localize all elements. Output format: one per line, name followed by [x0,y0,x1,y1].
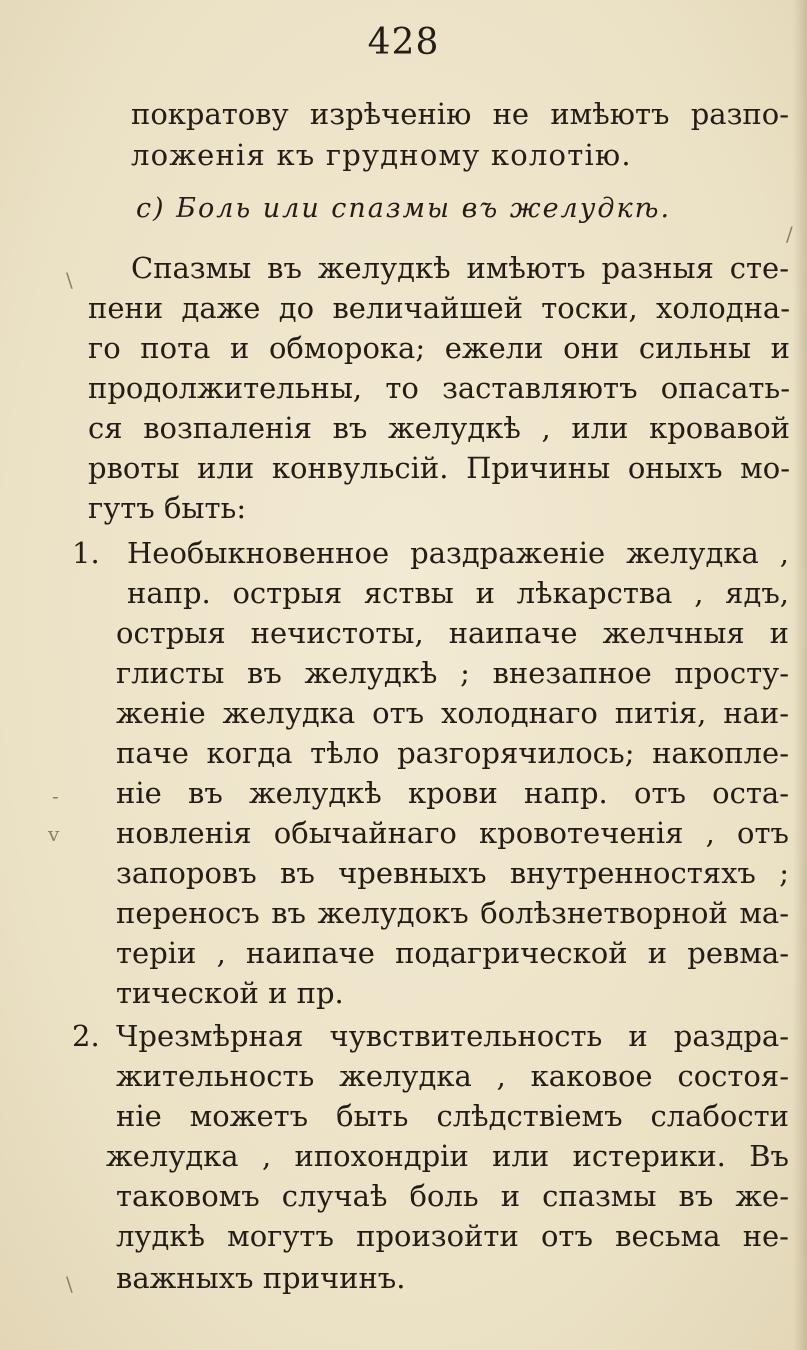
text-line: теріи , наипаче подагрической и ревма- [116,936,789,970]
text-line: продолжительны, то заставляютъ опасать- [88,371,790,405]
text-line: глисты въ желудкѣ ; внезапное просту- [116,656,789,690]
text-line: го пота и обморока; ежели они сильны и [88,331,790,365]
text-line: важныхъ причинъ. [116,1261,406,1295]
text-line: ложенія къ грудному колотію. [131,138,632,172]
text-line: новленія обычайнаго кровотеченія , отъ [116,816,789,850]
text-line: лудкѣ могутъ произойти отъ весьма не- [116,1219,789,1253]
text-line: пократову изрѣченію не имѣютъ разпо- [131,97,789,131]
text-line: ся возпаленія въ желудкѣ , или кровавой [88,411,790,445]
page-speck: \ [66,268,73,292]
page-number: 428 [367,22,440,63]
text-line: паче когда тѣло разгорячилось; накопле- [116,736,789,770]
text-line: желудка , ипохондріи или истерики. Въ [106,1139,789,1173]
page-speck: \ [66,1272,73,1296]
text-line: жительность желудка , каковое состоя- [116,1059,789,1093]
page-speck: v [48,822,60,846]
section-heading: c) Боль или спазмы въ желудкѣ. [135,193,672,224]
text-line: женіе желудка отъ холоднаго питія, наи- [116,696,789,730]
text-line: ніе въ желудкѣ крови напр. отъ оста- [116,776,789,810]
list-number: 1. [72,536,100,570]
text-line: рвоты или конвульсій. Причины оныхъ мо- [88,451,790,485]
text-line: пени даже до величайшей тоски, холодна- [88,291,790,325]
text-line: острыя нечистоты, наипаче желчныя и [116,616,789,650]
page-speck: / [786,222,793,246]
text-line: ніе можетъ быть слѣдствіемъ слабости [116,1099,789,1133]
text-line: запоровъ въ чревныхъ внутренностяхъ ; [116,856,789,890]
list-number: 2. [72,1019,100,1053]
text-line: переносъ въ желудокъ болѣзнетворной ма- [116,896,789,930]
text-line: гутъ быть: [88,491,247,525]
page-speck: - [52,784,59,808]
text-line: тической и пр. [116,976,344,1010]
text-line: Спазмы въ желудкѣ имѣютъ разныя сте- [131,251,789,285]
text-line: Чрезмѣрная чувствительность и раздра- [116,1019,789,1053]
text-line: Необыкновенное раздраженіе желудка , [127,536,789,570]
text-line: таковомъ случаѣ боль и спазмы въ же- [116,1179,789,1213]
text-line: напр. острыя яствы и лѣкарства , ядъ, [127,576,789,610]
